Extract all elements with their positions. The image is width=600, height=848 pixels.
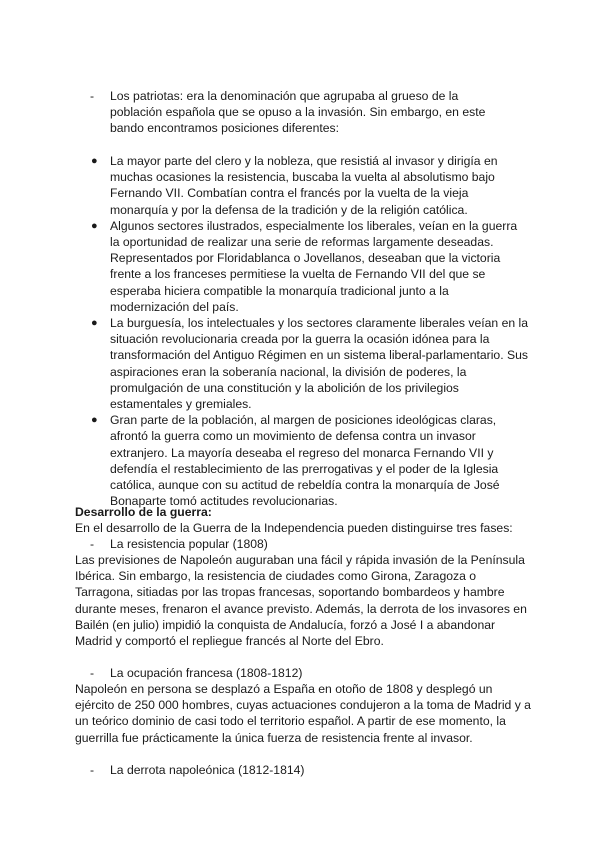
bullet-text: Algunos sectores ilustrados, especialmente los liberales, veían en la guerra la oportunidad de realizar una serie de reformas largamente deseadas. Representados por Floridablanca o Jovellanos, deseaban que la victoria frente a los franceses permitiese la vuelta de Fernando VII del que se esperaba hiciera compatible la monarquía tradicional junto a la modernización del país. bbox=[110, 218, 518, 314]
bullet-text: La mayor parte del clero y la nobleza, que resistiá al invasor y dirigía en muchas ocasiones la resistencia, buscaba la vuelta al absolutismo bajo Fernando VII. Combatían contra el francés por la vuelta de la vieja monarquía y por la defensa de la tradición y de la religión católica. bbox=[110, 154, 498, 217]
phase-title: La derrota napoleónica (1812-1814) bbox=[110, 763, 305, 777]
phase-title: La resistencia popular (1808) bbox=[110, 537, 268, 551]
phase-title: La ocupación francesa (1808-1812) bbox=[110, 666, 303, 680]
dash-marker: - bbox=[90, 537, 95, 551]
bullet-icon: ● bbox=[91, 155, 98, 167]
bullet-list bbox=[90, 153, 530, 509]
dash-marker: - bbox=[90, 666, 95, 680]
phase-paragraph: Napoleón en persona se desplazó a España en otoño de 1808 y desplegó un ejército de 250 000 hombres, cuyas actuaciones condujeron a la toma de Madrid y a un teórico dominio de casi todo el territorio español. A partir de ese momento, la guerrilla fue prácticamente la única fuerza de resistencia frente al invasor. bbox=[75, 682, 531, 745]
list-item bbox=[90, 315, 530, 412]
section-intro: En el desarrollo de la Guerra de la Independencia pueden distinguirse tres fases: bbox=[75, 521, 513, 535]
section-heading: Desarrollo de la guerra: bbox=[75, 505, 212, 519]
bullet-text: La burguesía, los intelectuales y los sectores claramente liberales veían en la situación revolucionaria creada por la guerra la ocasión idónea para la transformación del Antiguo Régimen en un sistema liberal-parlamentario. Sus aspiraciones eran la soberanía nacional, la división de poderes, la promulgación de una constitución y la abolición de los privilegios estamentales y gremiales. bbox=[110, 316, 528, 412]
phase-item bbox=[90, 536, 268, 552]
phase-paragraph: Las previsiones de Napoleón auguraban una fácil y rápida invasión de la Península Ibérica. Sin embargo, la resistencia de ciudades como Girona, Zaragoza o Tarragona, sitiadas por las tropas francesas, soportando bombardeos y hambre durante meses, frenaron el avance previsto. Además, la derrota de los invasores en Bailén (en julio) impidió la conquista de Andalucía, forzó a José I a abandonar Madrid y comportó el repliegue francés al Norte del Ebro. bbox=[75, 553, 527, 649]
dash-marker: - bbox=[90, 763, 95, 777]
list-item bbox=[90, 412, 530, 509]
phase-item bbox=[90, 665, 302, 681]
dash-marker: - bbox=[90, 89, 95, 103]
bullet-icon: ● bbox=[91, 414, 98, 427]
bullet-icon: ● bbox=[91, 219, 98, 232]
bullet-icon: ● bbox=[91, 317, 98, 330]
list-item bbox=[90, 218, 530, 315]
phase-item bbox=[90, 762, 304, 778]
patriotas-item bbox=[90, 88, 510, 137]
list-item bbox=[90, 153, 530, 218]
bullet-text: Gran parte de la población, al margen de posiciones ideológicas claras, afrontó la guerra como un movimiento de defensa contra un invasor extranjero. La mayoría deseaba el regreso del monarca Fernando VII y defendía el restablecimiento de las prerrogativas y el poder de la Iglesia católica, aunque con su actitud de rebeldía contra la monarquía de José Bonaparte tomó actitudes revolucionarias. bbox=[110, 413, 500, 509]
patriotas-text: Los patriotas: era la denominación que agrupaba al grueso de la población española que se opuso a la invasión. Sin embargo, en este bando encontramos posiciones diferentes: bbox=[110, 89, 486, 136]
